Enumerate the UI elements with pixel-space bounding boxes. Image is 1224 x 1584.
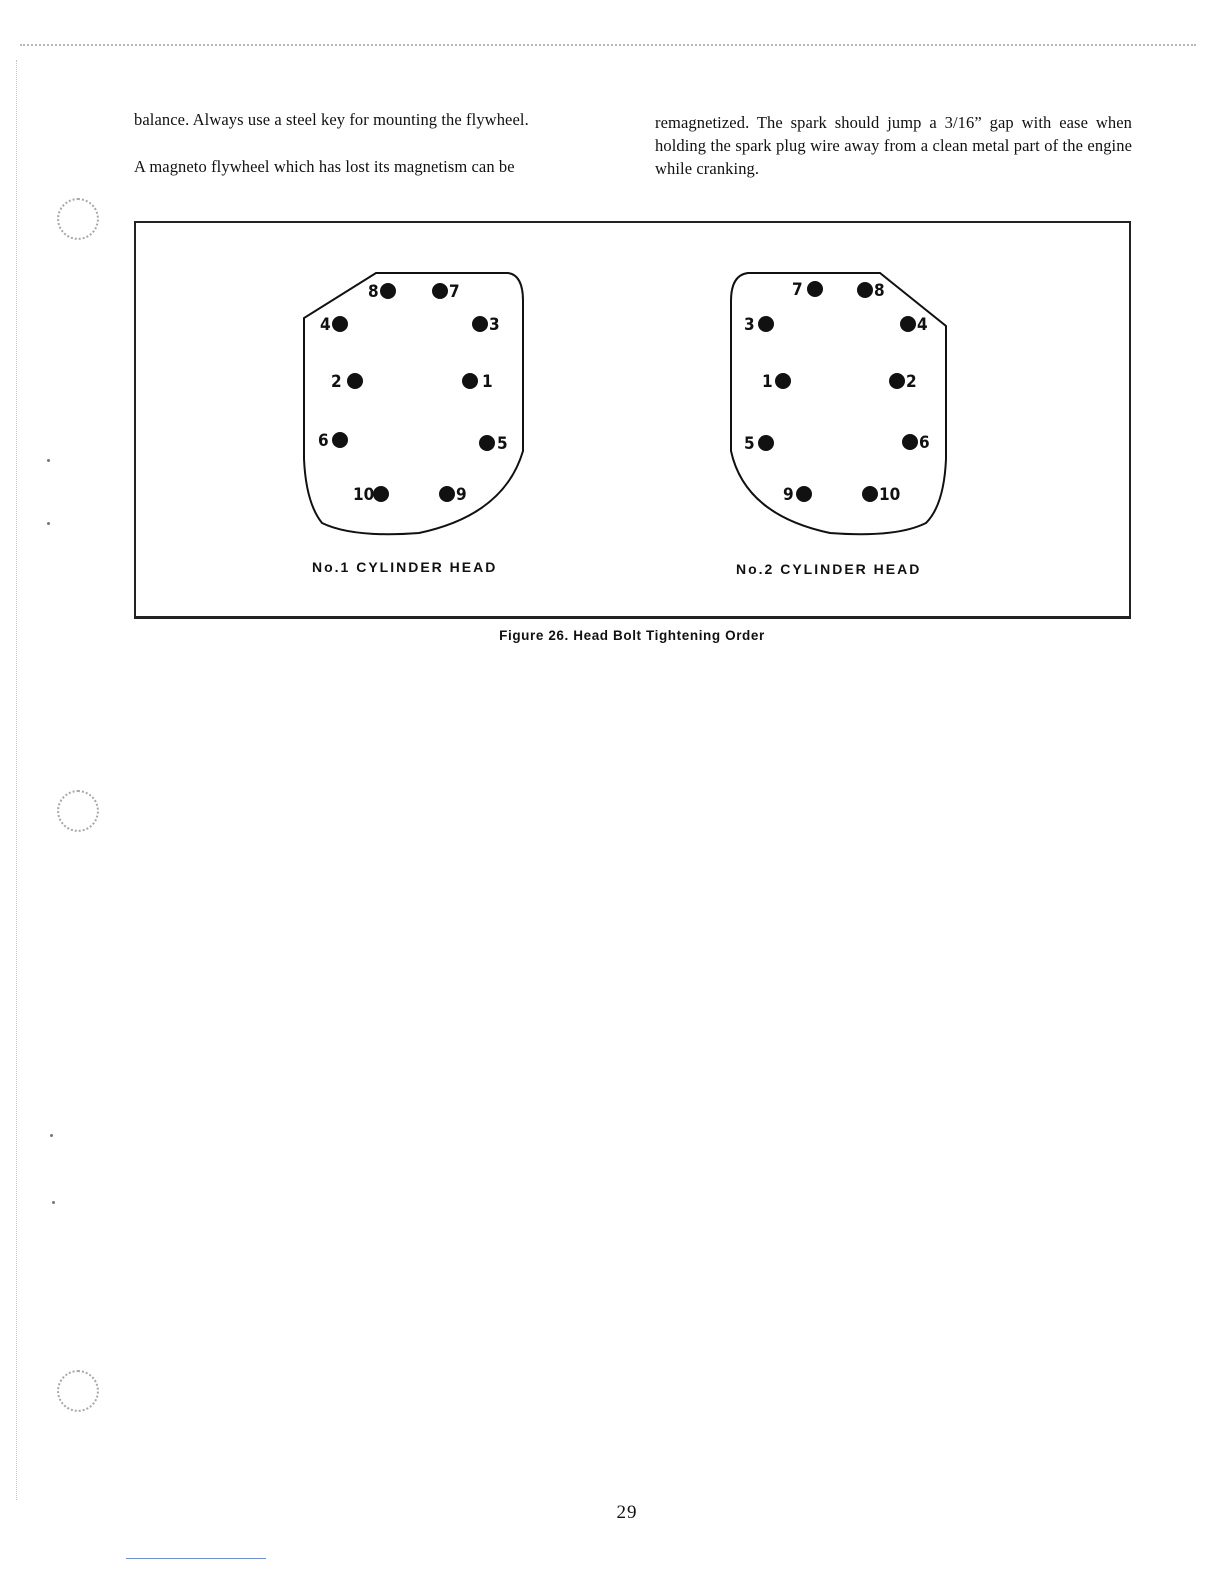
punch-hole-bottom [57, 1370, 99, 1412]
cylinder-head-2-label: No.2 CYLINDER HEAD [736, 561, 922, 577]
scan-edge-top [20, 44, 1196, 46]
bolt-number: 10 [879, 485, 901, 505]
scan-speck [47, 522, 50, 525]
cylinder-head-1-label: No.1 CYLINDER HEAD [312, 559, 498, 575]
bolt-number: 9 [456, 485, 467, 505]
scan-speck [50, 1134, 53, 1137]
bolt-number: 7 [449, 282, 460, 302]
bolt-number: 7 [792, 280, 803, 300]
bolt-dot [862, 486, 878, 502]
bolt-dot [472, 316, 488, 332]
paragraph: balance. Always use a steel key for mounting the flywheel. [134, 110, 529, 129]
text-column-left [134, 108, 604, 202]
figure-caption: Figure 26. Head Bolt Tightening Order [499, 628, 765, 643]
bolt-number: 2 [906, 372, 917, 392]
bolt-dot [758, 316, 774, 332]
bolt-dot [796, 486, 812, 502]
bolt-dot [462, 373, 478, 389]
footer-rule [126, 1558, 266, 1559]
scan-speck [52, 1201, 55, 1204]
bolt-number: 8 [874, 281, 885, 301]
bolt-dot [432, 283, 448, 299]
cylinder-head-2-bolts [744, 280, 930, 505]
cylinder-head-1-outline [304, 273, 523, 534]
bolt-number: 8 [368, 282, 379, 302]
text-column-right [655, 111, 1132, 204]
punch-hole-middle [57, 790, 99, 832]
figure-frame [134, 221, 1131, 619]
bolt-number: 6 [318, 431, 329, 451]
bolt-dot [380, 283, 396, 299]
page-number: 29 [616, 1502, 638, 1523]
cylinder-head-1-bolts [318, 282, 508, 505]
bolt-dot [332, 432, 348, 448]
bolt-dot [332, 316, 348, 332]
bolt-number: 10 [353, 485, 375, 505]
bolt-number: 2 [331, 372, 342, 392]
bolt-number: 6 [919, 433, 930, 453]
paragraph: remagnetized. The spark should jump a 3/16” gap with ease when holding the spark plug wire away from a clean metal part of the engine while cranking. [655, 113, 1132, 178]
bolt-dot [758, 435, 774, 451]
bolt-number: 5 [497, 434, 508, 454]
bolt-dot [775, 373, 791, 389]
paragraph: A magneto flywheel which has lost its magnetism can be [134, 157, 515, 176]
bolt-number: 3 [489, 315, 500, 335]
bolt-dot [900, 316, 916, 332]
bolt-number: 3 [744, 315, 755, 335]
bolt-dot [479, 435, 495, 451]
scan-speck [47, 459, 50, 462]
cylinder-head-2-outline [731, 273, 946, 534]
bolt-number: 1 [762, 372, 773, 392]
bolt-number: 4 [917, 315, 928, 335]
bolt-number: 9 [783, 485, 794, 505]
bolt-dot [902, 434, 918, 450]
bolt-number: 5 [744, 434, 755, 454]
binder-edge [16, 60, 17, 1500]
bolt-dot [889, 373, 905, 389]
bolt-number: 1 [482, 372, 493, 392]
bolt-dot [347, 373, 363, 389]
bolt-dot [807, 281, 823, 297]
bolt-dot [373, 486, 389, 502]
punch-hole-top [57, 198, 99, 240]
bolt-dot [857, 282, 873, 298]
bolt-dot [439, 486, 455, 502]
bolt-number: 4 [320, 315, 331, 335]
